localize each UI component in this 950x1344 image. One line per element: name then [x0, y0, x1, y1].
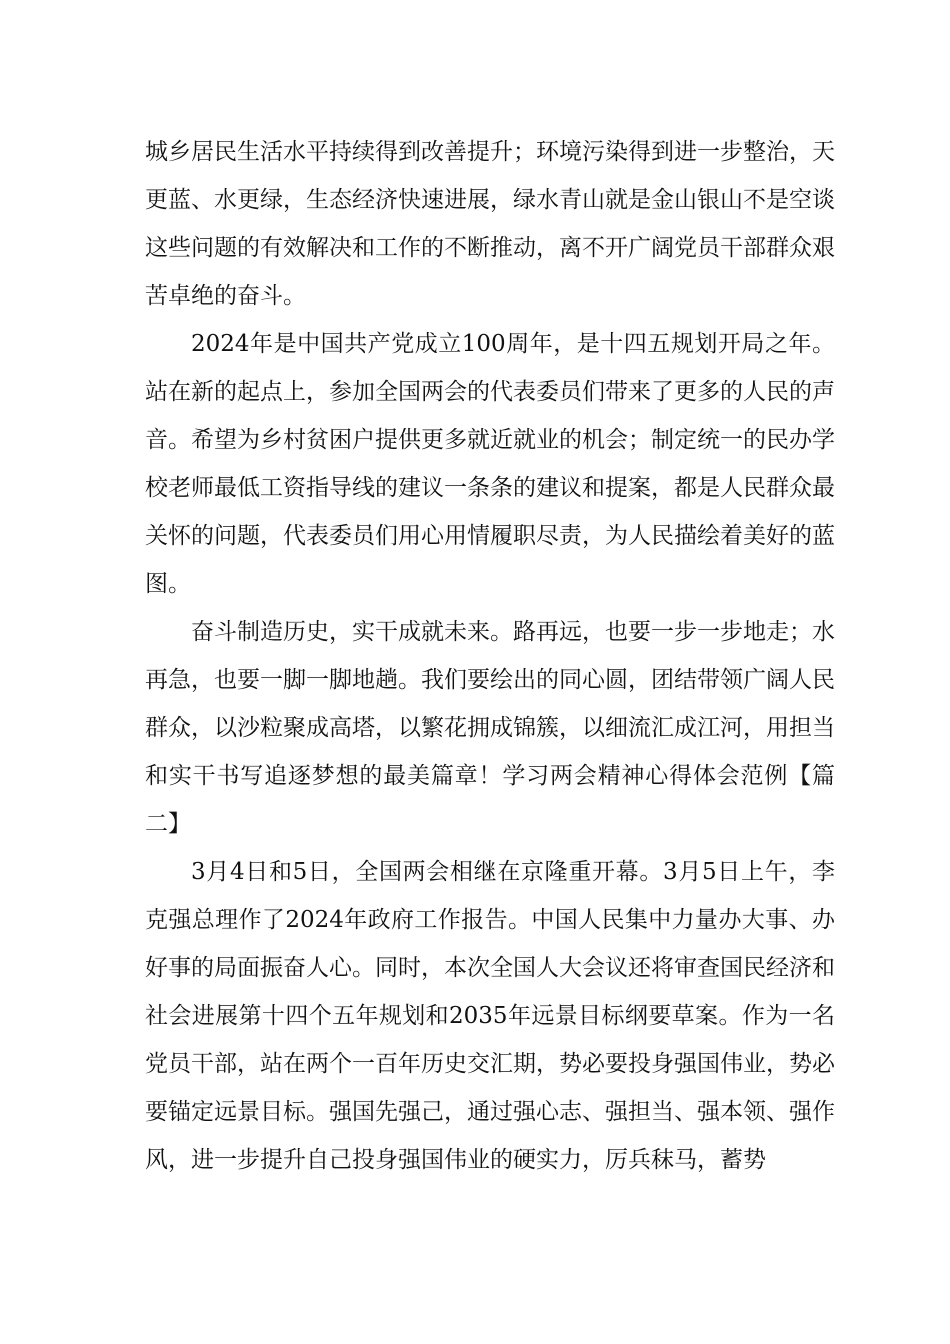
paragraph-1: 城乡居民生活水平持续得到改善提升；环境污染得到进一步整治，天更蓝、水更绿，生态经济快速进展，绿水青山就是金山银山不是空谈这些问题的有效解决和工作的不断推动，离不开广阔党员干部群众艰苦卓绝的奋斗。 — [145, 139, 835, 309]
document-body — [145, 128, 835, 1184]
paragraph-4: 3月4日和5日，全国两会相继在京隆重开幕。3月5日上午，李克强总理作了2024年政府工作报告。中国人民集中力量办大事、办好事的局面振奋人心。同时，本次全国人大会议还将审查国民经济和社会进展第十四个五年规划和2035年远景目标纲要草案。作为一名党员干部，站在两个一百年历史交汇期，势必要投身强国伟业，势必要锚定远景目标。强国先强己，通过强心志、强担当、强本领、强作风，进一步提升自己投身强国伟业的硬实力，厉兵秣马，蓄势 — [145, 859, 835, 1173]
paragraph-3: 奋斗制造历史，实干成就未来。路再远，也要一步一步地走；水再急，也要一脚一脚地趟。我们要绘出的同心圆，团结带领广阔人民群众，以沙粒聚成高塔，以繁花拥成锦簇，以细流汇成江河，用担当和实干书写追逐梦想的最美篇章！学习两会精神心得体会范例【篇二】 — [145, 619, 835, 837]
paragraph-2: 2024年是中国共产党成立100周年，是十四五规划开局之年。站在新的起点上，参加全国两会的代表委员们带来了更多的人民的声音。希望为乡村贫困户提供更多就近就业的机会；制定统一的民办学校老师最低工资指导线的建议一条条的建议和提案，都是人民群众最关怀的问题，代表委员们用心用情履职尽责，为人民描绘着美好的蓝图。 — [145, 331, 835, 597]
